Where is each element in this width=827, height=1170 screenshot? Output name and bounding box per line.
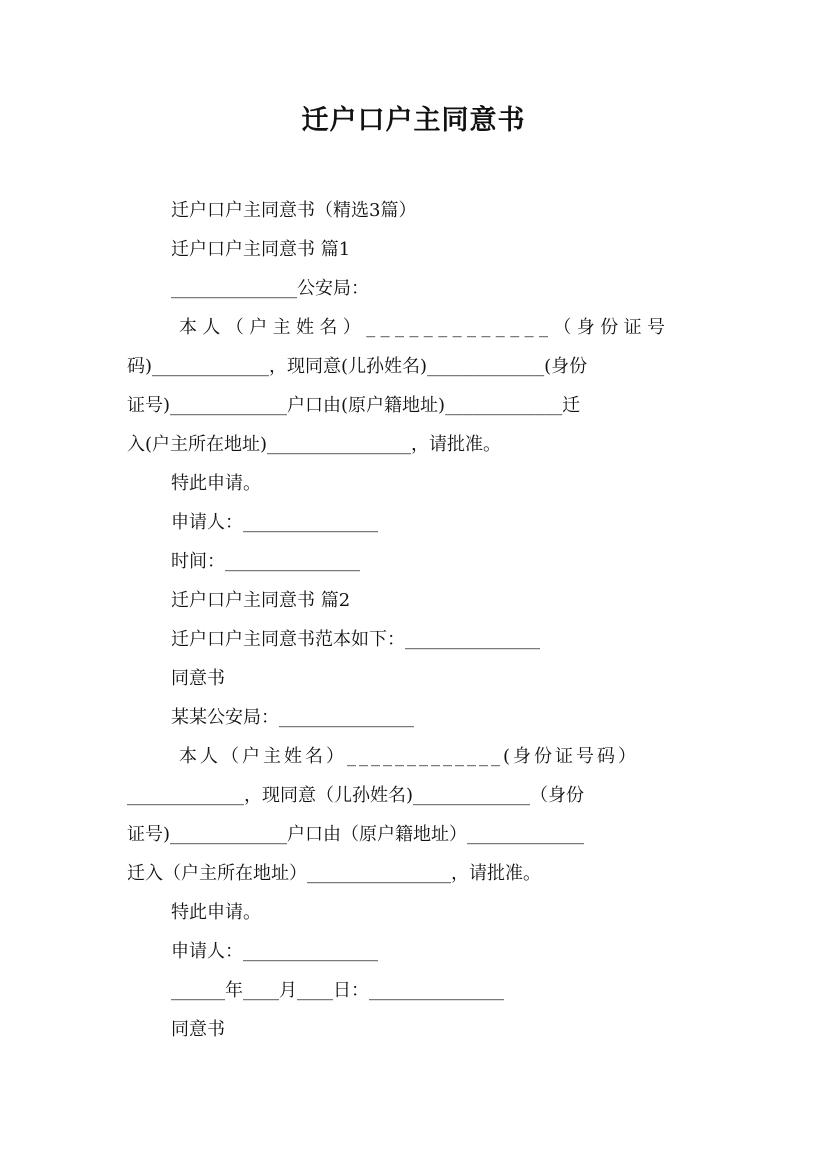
body-line: ______________公安局： [171,278,369,299]
body-line: 特此申请。 [171,473,261,494]
body-line: _____________，现同意（儿孙姓名)_____________（身份 [127,785,585,806]
body-line: 申请人：_______________ [171,512,378,533]
body-line: 同意书 [171,668,225,689]
body-line: 本人（户主姓名）_____________(身份证号码） [179,746,640,767]
body-line: 证号)_____________户口由（原户籍地址）_____________ [127,824,585,845]
body-line: 特此申请。 [171,902,261,923]
section-heading: 迁户口户主同意书 篇2 [171,590,351,611]
body-line: 某某公安局：_______________ [171,707,414,728]
document-body [127,191,703,1049]
body-line: 迁入（户主所在地址）________________，请批准。 [127,863,541,884]
body-line: 证号)_____________户口由(原户籍地址)_____________迁 [127,395,581,416]
body-line: 码)_____________，现同意(儿孙姓名)_____________(身份 [127,356,588,377]
document-title: 迁户口户主同意书 [301,105,526,136]
body-line: 迁户口户主同意书（精选3篇） [171,200,417,221]
section-heading: 迁户口户主同意书 篇1 [171,239,351,260]
body-line: 时间：_______________ [171,551,360,572]
body-line: 迁户口户主同意书范本如下：_______________ [171,629,540,650]
body-line: 入(户主所在地址)________________，请批准。 [127,434,502,455]
body-line: 本人（户主姓名）_____________（身份证号 [179,317,671,338]
body-line: 同意书 [171,1019,225,1040]
body-line: ______年____月____日：_______________ [171,980,504,1001]
body-line: 申请人：_______________ [171,941,378,962]
